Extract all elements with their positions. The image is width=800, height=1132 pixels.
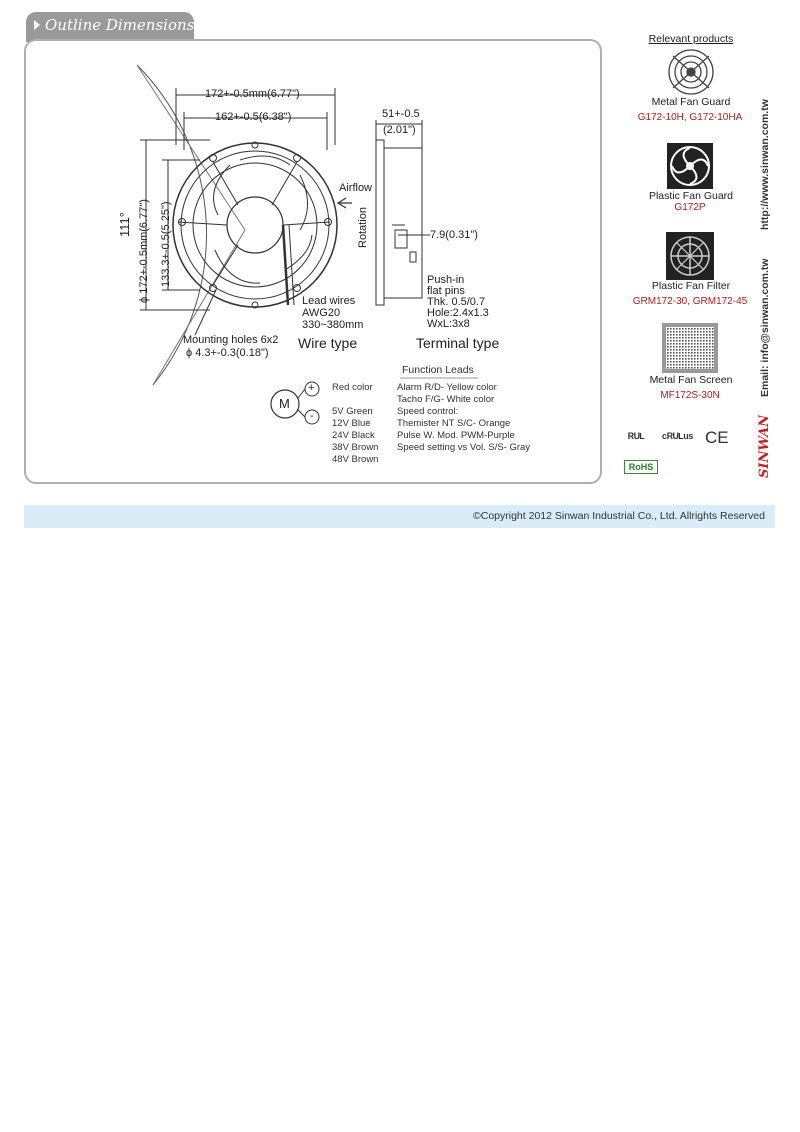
section-title: Outline Dimensions xyxy=(45,16,195,34)
copyright-text: ©Copyright 2012 Sinwan Industrial Co., Ltd. Allrights Reserved xyxy=(473,510,765,522)
terminal-line-4: Hole:2.4x1.3 xyxy=(427,307,489,319)
rohs-badge: RoHS xyxy=(624,460,658,474)
rotation-label: Rotation xyxy=(357,207,369,248)
outer-width-label: 172+-0.5mm(6.77") xyxy=(205,88,300,100)
lead-left-4: 24V Black xyxy=(332,430,375,441)
plastic-fan-guard-icon[interactable] xyxy=(667,143,713,189)
lead-left-2: 5V Green xyxy=(332,406,373,417)
product-codes-1[interactable]: G172P xyxy=(674,202,706,213)
lead-right-5: Speed setting vs Vol. S/S- Gray xyxy=(397,442,531,453)
lead-right-1: Tacho F/G- White color xyxy=(397,394,495,405)
dia-inner-label: 133.3+-0.5(5.25") xyxy=(160,201,172,287)
fan-hub xyxy=(227,197,283,253)
inner-width-label: 162+-0.5(6.38") xyxy=(215,111,292,123)
lead-left-5: 38V Brown xyxy=(332,442,379,453)
plastic-fan-filter-icon[interactable] xyxy=(666,232,714,280)
brand-logo: SINWAN xyxy=(757,414,772,478)
lead-left-3: 12V Blue xyxy=(332,418,371,429)
product-name-1: Plastic Fan Guard xyxy=(648,190,734,202)
lead-left-0: Red color xyxy=(332,382,373,393)
terminal-line-3: Thk. 0.5/0.7 xyxy=(427,296,486,308)
metal-fan-screen-icon[interactable] xyxy=(661,322,719,374)
product-codes-3[interactable]: MF172S-30N xyxy=(660,390,720,401)
lead-left-6: 48V Brown xyxy=(332,454,379,465)
mounting-holes-label: Mounting holes 6x2 xyxy=(183,334,279,346)
wire-line-3: 330~380mm xyxy=(302,319,364,331)
terminal-type-label: Terminal type xyxy=(416,335,500,351)
fan-side-view xyxy=(376,140,384,305)
terminal-width-label: 7.9(0.31") xyxy=(430,229,478,241)
lead-right-4: Pulse W. Mod. PWM-Purple xyxy=(397,430,515,441)
lead-right-0: Alarm R/D- Yellow color xyxy=(397,382,497,393)
dia-outer-label: ϕ 172+-0.5mm(6.77") xyxy=(138,199,150,303)
airflow-label: Airflow xyxy=(339,182,373,194)
wire-line-1: Lead wires xyxy=(302,295,356,307)
depth-inch-label: (2.01") xyxy=(383,124,416,136)
angle-label: 111° xyxy=(117,212,132,237)
metal-fan-guard-icon[interactable] xyxy=(665,48,717,96)
relevant-products-heading: Relevant products xyxy=(648,33,734,45)
ce-mark: CE xyxy=(705,428,729,447)
depth-label: 51+-0.5 xyxy=(382,108,420,120)
email-address[interactable]: Email: info@sinwan.com.tw xyxy=(759,258,771,397)
motor-label: M xyxy=(279,396,290,411)
product-codes-2[interactable]: GRM172-30, GRM172-45 xyxy=(632,296,748,307)
footer-bar xyxy=(24,505,775,528)
terminal-line-2: flat pins xyxy=(427,285,465,297)
product-codes-0[interactable]: G172-10H, G172-10HA xyxy=(637,112,743,123)
terminal-line-1: Push-in xyxy=(427,274,465,286)
terminal-line-5: WxL:3x8 xyxy=(427,318,470,330)
product-name-2: Plastic Fan Filter xyxy=(651,280,731,292)
product-name-0: Metal Fan Guard xyxy=(651,96,731,108)
mounting-dia-label: ϕ 4.3+-0.3(0.18") xyxy=(186,347,269,359)
wire-type-label: Wire type xyxy=(298,335,358,351)
minus-label: - xyxy=(310,410,314,422)
function-leads-title: Function Leads xyxy=(402,364,474,376)
wire-line-2: AWG20 xyxy=(302,307,341,319)
plus-label: + xyxy=(308,382,315,394)
website-url[interactable]: http://www.sinwan.com.tw xyxy=(759,99,771,230)
lead-right-3: Themister NT S/C- Orange xyxy=(397,418,511,429)
ul-mark: ᴿᵁᴸ xyxy=(628,430,645,445)
lead-right-2: Speed control: xyxy=(397,406,459,417)
cul-mark: ᶜᴿᵁᴸᵘˢ xyxy=(662,430,694,445)
product-name-3: Metal Fan Screen xyxy=(649,374,733,386)
